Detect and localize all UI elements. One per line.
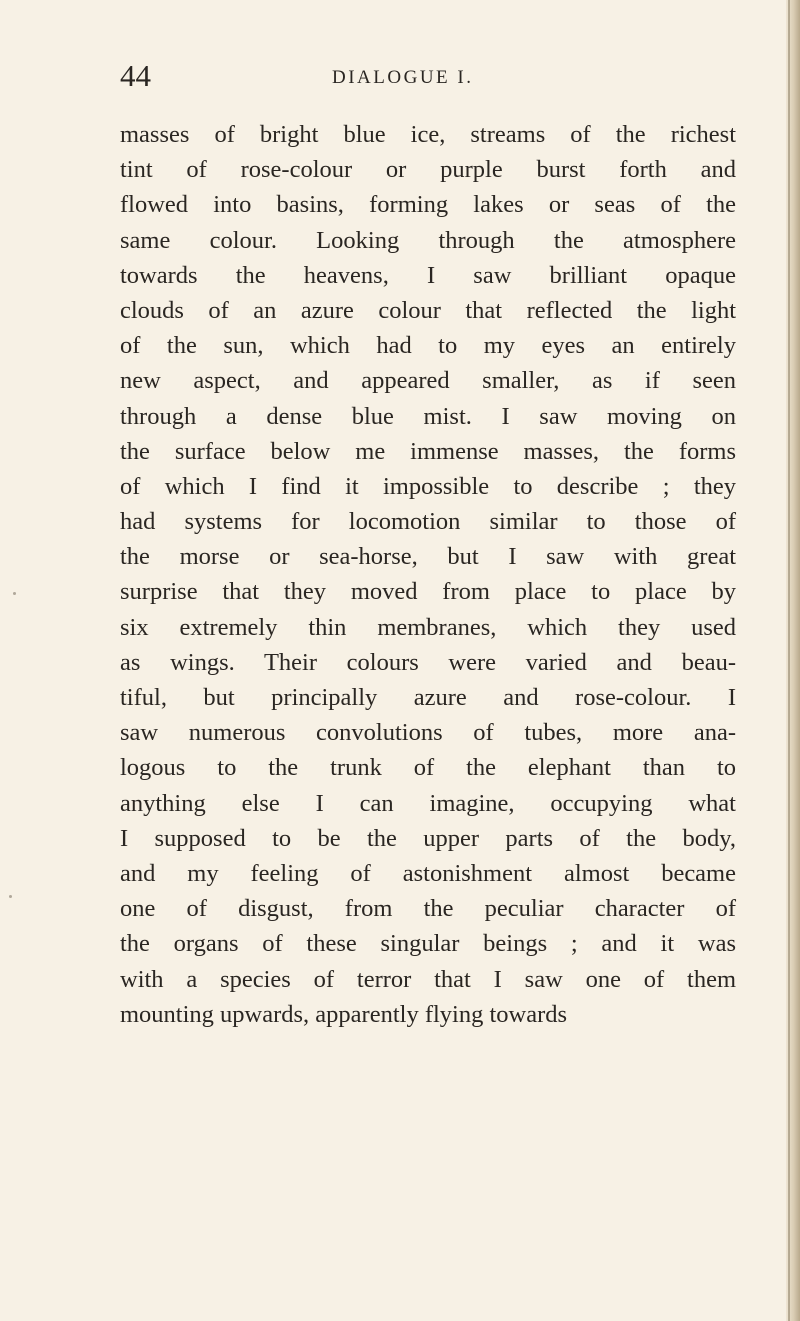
text-line: towards the heavens, I saw brilliant opaque <box>120 261 736 289</box>
running-head: DIALOGUE I. <box>332 67 474 88</box>
page-header <box>0 58 800 98</box>
text-line: as wings. Their colours were varied and beau- <box>120 648 736 676</box>
text-line: tint of rose-colour or purple burst forth and <box>120 156 736 184</box>
text-line: and my feeling of astonishment almost became <box>120 859 736 887</box>
text-line: anything else I can imagine, occupying what <box>120 789 736 817</box>
body-text <box>120 117 736 1032</box>
text-line: the organs of these singular beings ; and it was <box>120 930 736 958</box>
text-line: six extremely thin membranes, which they used <box>120 613 736 641</box>
text-line: new aspect, and appeared smaller, as if seen <box>120 367 736 395</box>
text-line: same colour. Looking through the atmosphere <box>120 226 736 254</box>
text-line: clouds of an azure colour that reflected the light <box>120 296 736 324</box>
paper-speck <box>13 592 16 595</box>
text-line: had systems for locomotion similar to those of <box>120 508 736 536</box>
text-line: through a dense blue mist. I saw moving on <box>120 402 736 430</box>
text-line: tiful, but principally azure and rose-colour. I <box>120 684 736 711</box>
text-line: the surface below me immense masses, the forms <box>120 437 736 465</box>
text-line: I supposed to be the upper parts of the body, <box>120 824 736 852</box>
text-line: logous to the trunk of the elephant than to <box>120 754 736 782</box>
paper-speck <box>9 895 12 898</box>
text-line: the morse or sea-horse, but I saw with great <box>120 543 736 571</box>
text-line: one of disgust, from the peculiar character of <box>120 895 736 923</box>
page-edge-line <box>788 0 790 1321</box>
text-line: mounting upwards, apparently flying towards <box>120 1000 568 1028</box>
text-line: flowed into basins, forming lakes or seas of the <box>120 191 736 219</box>
text-line: with a species of terror that I saw one of them <box>120 965 736 993</box>
page-number: 44 <box>120 58 151 93</box>
text-line: saw numerous convolutions of tubes, more ana- <box>120 719 736 747</box>
text-line: surprise that they moved from place to place by <box>120 578 736 606</box>
text-line: of which I find it impossible to describe ; they <box>120 472 736 500</box>
text-line: masses of bright blue ice, streams of the richest <box>120 121 736 148</box>
text-line: of the sun, which had to my eyes an entirely <box>120 332 736 360</box>
